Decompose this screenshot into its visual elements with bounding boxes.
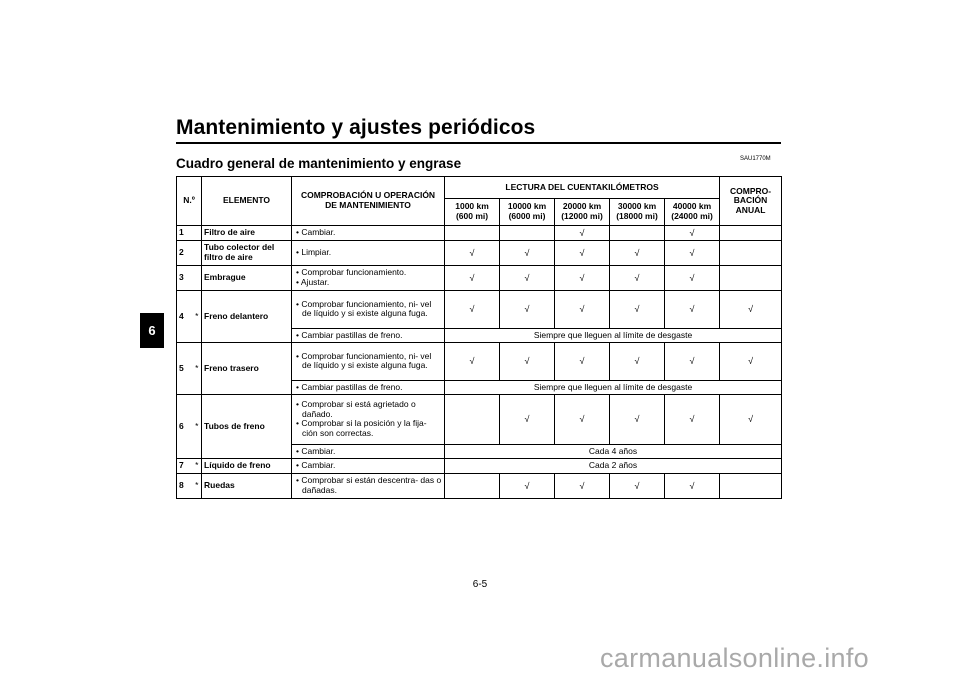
- row-element: Tubos de freno: [202, 395, 292, 459]
- check-cell: √: [555, 395, 610, 444]
- header-interval: 20000 km (12000 mi): [555, 198, 610, 225]
- row-check: • Cambiar.: [292, 226, 445, 241]
- check-cell: √: [555, 265, 610, 290]
- row-star: *: [193, 395, 202, 459]
- check-cell: √: [610, 265, 665, 290]
- row-check: • Comprobar funcionamiento, ni- vel de líquido y si existe alguna fuga.: [292, 290, 445, 328]
- table-row: [177, 473, 782, 498]
- row-number: 5: [177, 343, 193, 395]
- header-annual: COMPRO- BACIÓN ANUAL: [720, 177, 782, 226]
- check-cell: √: [445, 290, 500, 328]
- row-number: 2: [177, 240, 193, 265]
- check-cell: [610, 226, 665, 241]
- doc-code: SAU1770M: [740, 156, 771, 162]
- row-element: Líquido de freno: [202, 459, 292, 474]
- row-star: *: [193, 459, 202, 474]
- row-star: *: [193, 290, 202, 342]
- table-row: [177, 395, 782, 444]
- page-title: Mantenimiento y ajustes periódicos: [176, 116, 536, 139]
- header-odometer: LECTURA DEL CUENTAKILÓMETROS: [445, 177, 720, 199]
- table-row: [177, 343, 782, 381]
- check-cell: [445, 473, 500, 498]
- row-check: • Cambiar pastillas de freno.: [292, 328, 445, 343]
- check-cell: √: [665, 240, 720, 265]
- header-interval: 30000 km (18000 mi): [610, 198, 665, 225]
- check-cell: √: [665, 395, 720, 444]
- check-cell: √: [500, 240, 555, 265]
- row-element: Ruedas: [202, 473, 292, 498]
- check-cell: [720, 265, 782, 290]
- chapter-tab: 6: [140, 313, 164, 348]
- span-cell: Cada 4 años: [445, 444, 782, 459]
- check-cell: √: [665, 265, 720, 290]
- header-interval: 1000 km (600 mi): [445, 198, 500, 225]
- check-cell: √: [500, 265, 555, 290]
- check-cell: √: [665, 343, 720, 381]
- check-cell: √: [720, 343, 782, 381]
- span-cell: Siempre que lleguen al límite de desgaste: [445, 380, 782, 395]
- row-star: [193, 265, 202, 290]
- check-cell: √: [445, 240, 500, 265]
- table-row: [177, 290, 782, 328]
- row-number: 8: [177, 473, 193, 498]
- row-check: • Cambiar.: [292, 459, 445, 474]
- row-check: • Cambiar pastillas de freno.: [292, 380, 445, 395]
- check-cell: √: [610, 395, 665, 444]
- row-number: 7: [177, 459, 193, 474]
- check-cell: √: [500, 290, 555, 328]
- check-cell: [445, 395, 500, 444]
- span-cell: Siempre que lleguen al límite de desgaste: [445, 328, 782, 343]
- check-cell: √: [610, 290, 665, 328]
- title-rule: [176, 142, 781, 144]
- check-cell: √: [610, 473, 665, 498]
- row-element: Freno delantero: [202, 290, 292, 342]
- row-number: 1: [177, 226, 193, 241]
- row-element: Filtro de aire: [202, 226, 292, 241]
- check-cell: √: [500, 473, 555, 498]
- check-cell: √: [555, 473, 610, 498]
- row-check: • Comprobar si está agrietado o dañado. • Comprobar si la posición y la fija- ción son correctas.: [292, 395, 445, 444]
- header-check: COMPROBACIÓN U OPERACIÓN DE MANTENIMIENTO: [292, 177, 445, 226]
- row-check: • Cambiar.: [292, 444, 445, 459]
- check-cell: [720, 473, 782, 498]
- table-row: [177, 226, 782, 241]
- table-row: [177, 265, 782, 290]
- check-cell: √: [445, 265, 500, 290]
- row-number: 4: [177, 290, 193, 342]
- table-row: [177, 240, 782, 265]
- check-cell: [445, 226, 500, 241]
- check-cell: √: [665, 473, 720, 498]
- check-cell: [720, 240, 782, 265]
- row-element: Freno trasero: [202, 343, 292, 395]
- check-cell: √: [555, 226, 610, 241]
- row-star: [193, 240, 202, 265]
- watermark: carmanualsonline.info: [600, 643, 869, 673]
- row-number: 3: [177, 265, 193, 290]
- row-star: [193, 226, 202, 241]
- row-check: • Limpiar.: [292, 240, 445, 265]
- check-cell: √: [720, 290, 782, 328]
- row-check: • Comprobar funcionamiento. • Ajustar.: [292, 265, 445, 290]
- check-cell: √: [665, 226, 720, 241]
- check-cell: √: [720, 395, 782, 444]
- check-cell: [720, 226, 782, 241]
- check-cell: √: [610, 240, 665, 265]
- check-cell: √: [555, 343, 610, 381]
- check-cell: √: [610, 343, 665, 381]
- header-interval: 10000 km (6000 mi): [500, 198, 555, 225]
- check-cell: √: [500, 343, 555, 381]
- check-cell: √: [555, 240, 610, 265]
- row-number: 6: [177, 395, 193, 459]
- maintenance-table: [176, 176, 782, 499]
- header-no: N.º: [177, 177, 202, 226]
- row-star: *: [193, 343, 202, 395]
- check-cell: √: [555, 290, 610, 328]
- row-check: • Comprobar funcionamiento, ni- vel de líquido y si existe alguna fuga.: [292, 343, 445, 381]
- row-element: Tubo colector del filtro de aire: [202, 240, 292, 265]
- header-element: ELEMENTO: [202, 177, 292, 226]
- check-cell: √: [665, 290, 720, 328]
- page-number: 6-5: [472, 579, 488, 590]
- row-check: • Comprobar si están descentra- das o dañadas.: [292, 473, 445, 498]
- row-star: *: [193, 473, 202, 498]
- table-row: [177, 459, 782, 474]
- row-element: Embrague: [202, 265, 292, 290]
- check-cell: [500, 226, 555, 241]
- check-cell: √: [445, 343, 500, 381]
- span-cell: Cada 2 años: [445, 459, 782, 474]
- check-cell: √: [500, 395, 555, 444]
- header-interval: 40000 km (24000 mi): [665, 198, 720, 225]
- section-title: Cuadro general de mantenimiento y engrase: [176, 156, 462, 171]
